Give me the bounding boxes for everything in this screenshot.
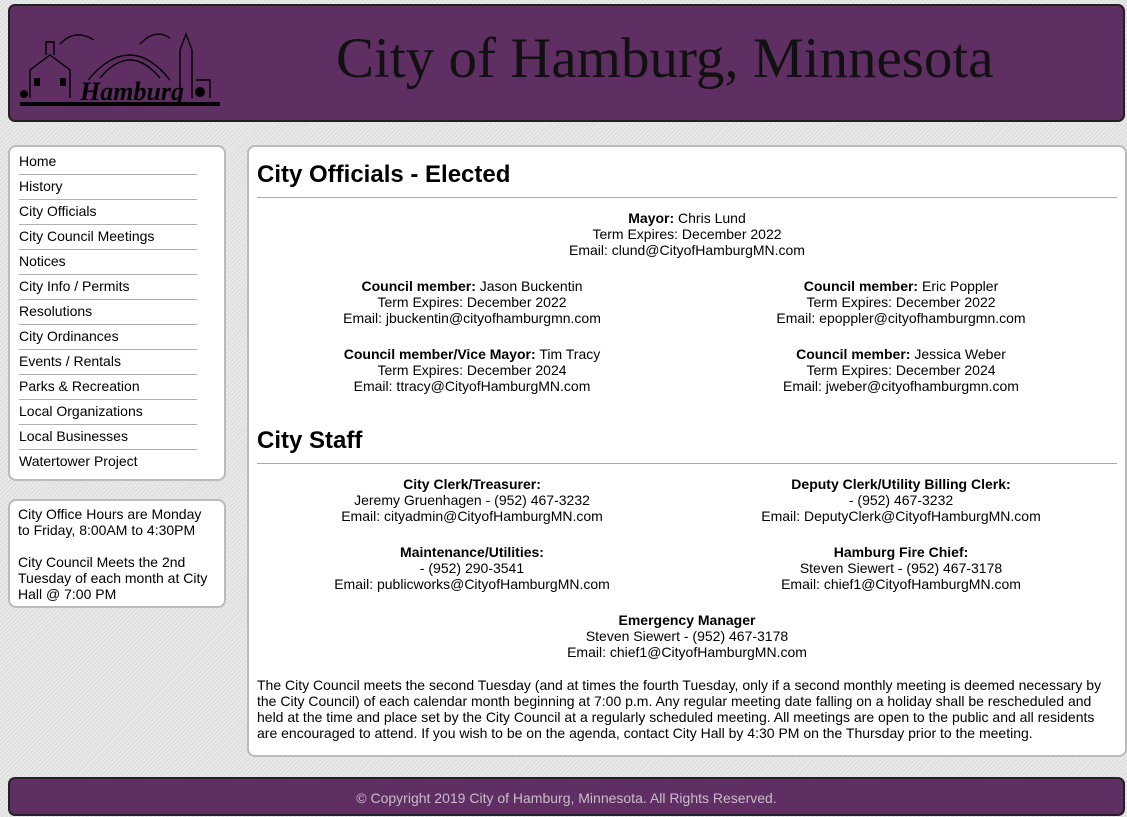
- staff-contact: Jeremy Gruenhagen - (952) 467-3232: [354, 492, 590, 508]
- term-text: Term Expires: December 2022: [806, 294, 996, 310]
- office-hours-text: City Office Hours are Monday to Friday, 8:00AM to 4:30PM: [18, 506, 202, 538]
- sidebar-nav: [8, 145, 226, 481]
- term-text: Term Expires: December 2024: [377, 362, 567, 378]
- email-text[interactable]: Email: epoppler@cityofhamburgmn.com: [776, 310, 1026, 326]
- role-label: Emergency Manager: [618, 612, 756, 628]
- nav-item-parks-recreation[interactable]: Parks & Recreation: [19, 376, 197, 400]
- email-text[interactable]: Email: chief1@CityofHamburgMN.com: [781, 576, 1021, 592]
- role-label: Council member:: [796, 346, 911, 362]
- nav-item-council-meetings[interactable]: City Council Meetings: [19, 226, 197, 250]
- council-card: [783, 346, 1019, 394]
- council-card: [343, 278, 601, 326]
- nav-item-history[interactable]: History: [19, 176, 197, 200]
- elected-heading: City Officials - Elected: [257, 161, 511, 188]
- staff-heading: City Staff: [257, 427, 363, 454]
- nav-item-city-officials[interactable]: City Officials: [19, 201, 197, 225]
- role-label: Mayor:: [628, 210, 675, 226]
- term-text: Term Expires: December 2022: [377, 294, 567, 310]
- staff-card: [341, 476, 603, 524]
- role-label: Council member/Vice Mayor:: [343, 346, 536, 362]
- copyright-text: © Copyright 2019 City of Hamburg, Minnesota. All Rights Reserved.: [356, 790, 777, 806]
- site-header: [8, 4, 1125, 122]
- nav-item-resolutions[interactable]: Resolutions: [19, 301, 197, 325]
- role-label: City Clerk/Treasurer:: [403, 476, 541, 492]
- council-meets-text: City Council Meets the 2nd Tuesday of each month at City Hall @ 7:00 PM: [18, 554, 208, 602]
- official-name: Chris Lund: [678, 210, 746, 226]
- divider: [257, 197, 1117, 198]
- official-name: Tim Tracy: [539, 346, 601, 362]
- staff-card: [334, 544, 610, 592]
- logo-text: Hamburg: [80, 77, 185, 106]
- site-footer: [8, 777, 1125, 816]
- role-label: Council member:: [361, 278, 476, 294]
- staff-card: [567, 612, 807, 660]
- staff-card: [781, 544, 1021, 592]
- main-content: [247, 145, 1127, 757]
- official-name: Jason Buckentin: [479, 278, 583, 294]
- mayor-card: [569, 210, 805, 258]
- staff-contact: - (952) 467-3232: [848, 492, 954, 508]
- staff-contact: Steven Siewert - (952) 467-3178: [585, 628, 789, 644]
- nav-item-city-ordinances[interactable]: City Ordinances: [19, 326, 197, 350]
- nav-item-city-info-permits[interactable]: City Info / Permits: [19, 276, 197, 300]
- role-label: Maintenance/Utilities:: [400, 544, 544, 560]
- nav-item-local-businesses[interactable]: Local Businesses: [19, 426, 197, 450]
- office-hours-box: [8, 499, 226, 608]
- hamburg-logo[interactable]: [20, 20, 220, 112]
- email-text[interactable]: Email: cityadmin@CityofHamburgMN.com: [341, 508, 603, 524]
- term-text: Term Expires: December 2024: [806, 362, 996, 378]
- role-label: Hamburg Fire Chief:: [833, 544, 969, 560]
- email-text[interactable]: Email: publicworks@CityofHamburgMN.com: [334, 576, 610, 592]
- email-text[interactable]: Email: ttracy@CityofHamburgMN.com: [353, 378, 591, 394]
- staff-contact: - (952) 290-3541: [419, 560, 525, 576]
- role-label: Council member:: [803, 278, 919, 294]
- email-text[interactable]: Email: DeputyClerk@CityofHamburgMN.com: [761, 508, 1041, 524]
- nav-item-watertower-project[interactable]: Watertower Project: [19, 453, 138, 469]
- email-text[interactable]: Email: clund@CityofHamburgMN.com: [569, 242, 805, 258]
- official-name: Eric Poppler: [921, 278, 999, 294]
- nav-item-events-rentals[interactable]: Events / Rentals: [19, 351, 197, 375]
- nav-item-home[interactable]: Home: [19, 151, 197, 175]
- role-label: Deputy Clerk/Utility Billing Clerk:: [791, 476, 1011, 492]
- email-text[interactable]: Email: jweber@cityofhamburgmn.com: [783, 378, 1019, 394]
- official-name: Jessica Weber: [914, 346, 1006, 362]
- site-title: City of Hamburg, Minnesota: [336, 27, 994, 90]
- council-card: [776, 278, 1025, 326]
- email-text[interactable]: Email: chief1@CityofHamburgMN.com: [567, 644, 807, 660]
- email-text[interactable]: Email: jbuckentin@cityofhamburgmn.com: [343, 310, 601, 326]
- staff-contact: Steven Siewert - (952) 467-3178: [799, 560, 1003, 576]
- staff-card: [761, 476, 1041, 524]
- council-card: [344, 346, 600, 394]
- term-text: Term Expires: December 2022: [592, 226, 782, 242]
- nav-item-local-organizations[interactable]: Local Organizations: [19, 401, 197, 425]
- nav-item-notices[interactable]: Notices: [19, 251, 197, 275]
- divider: [257, 463, 1117, 464]
- meeting-info-paragraph: The City Council meets the second Tuesday (and at times the fourth Tuesday, only if a second monthly meeting is deemed necessary by the City Council) of each calendar month beginning at 7:00 p.m. Any regular meeting date falling on a holiday shall be rescheduled and held at the time and place set by the City Council at a regularly scheduled meeting. All meetings are open to the public and all residents are encouraged to attend. If you wish to be on the agenda, contact City Hall by 4:30 PM on the Thursday prior to the meeting.: [257, 677, 1102, 741]
